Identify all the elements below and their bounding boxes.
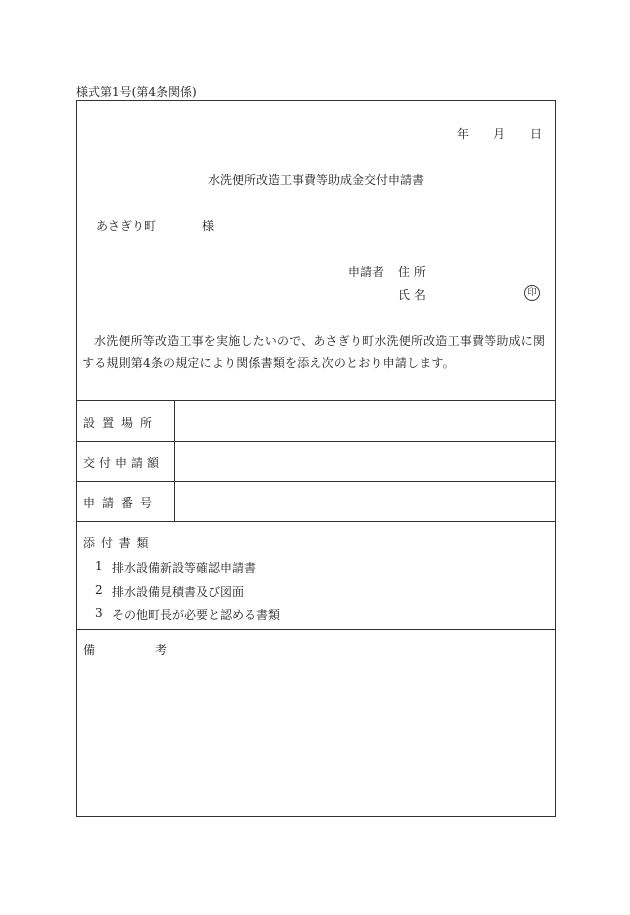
remarks-label-first: 備 xyxy=(83,643,96,657)
attachment-item: 排水設備見積書及び図面 xyxy=(112,585,245,599)
attachment-item: その他町長が必要と認める書類 xyxy=(112,608,281,622)
date-year-label: 年 xyxy=(457,127,470,141)
form-title: 水洗便所改造工事費等助成金交付申請書 xyxy=(207,173,424,187)
field-application-number[interactable] xyxy=(175,482,555,520)
field-installation-location[interactable] xyxy=(175,401,555,440)
application-statement: 水洗便所等改造工事を実施したいので、あさぎり町水洗便所改造工事費等助成に関する規則第4条の規定により関係書類を添え次のとおり申請します。 xyxy=(82,334,546,370)
addressee-name: あさぎり町 xyxy=(96,219,157,233)
applicant-label: 申請者 xyxy=(348,265,385,279)
attachment-number: 1 xyxy=(95,559,103,573)
field-requested-amount[interactable] xyxy=(175,442,555,480)
attachment-number: 2 xyxy=(95,583,103,597)
remarks-field[interactable] xyxy=(77,661,555,816)
row-label-requested-amount: 交付申請額 xyxy=(83,456,164,470)
date-day-label: 日 xyxy=(530,127,543,141)
applicant-address-label: 住 所 xyxy=(398,265,426,279)
attachment-number: 3 xyxy=(95,606,103,620)
application-form xyxy=(76,100,556,817)
addressee-honorific: 様 xyxy=(202,219,215,233)
date-month-label: 月 xyxy=(493,127,506,141)
form-number: 様式第1号(第4条関係) xyxy=(76,85,197,99)
attachments-heading: 添 付 書 類 xyxy=(83,536,150,550)
row-label-application-number: 申請番号 xyxy=(83,496,160,510)
remarks-label-second: 考 xyxy=(155,643,168,657)
attachment-item: 排水設備新設等確認申請書 xyxy=(112,561,257,575)
divider xyxy=(77,521,555,522)
applicant-name-label: 氏 名 xyxy=(398,288,426,302)
seal-mark: 印 xyxy=(524,285,540,301)
row-label-installation-location: 設置場所 xyxy=(83,416,160,430)
divider xyxy=(77,629,555,630)
